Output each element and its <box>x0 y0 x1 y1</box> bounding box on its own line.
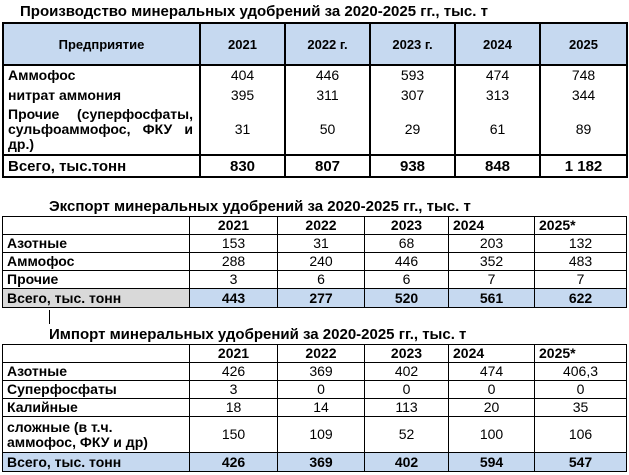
row-label: Азотные <box>3 235 190 253</box>
cell: 406,3 <box>535 363 627 381</box>
import-title: Импорт минеральных удобрений за 2020-2025 гг., тыс. т <box>49 326 467 343</box>
export-title: Экспорт минеральных удобрений за 2020-2025 гг., тыс. т <box>49 198 471 215</box>
cell: 748 <box>540 65 627 85</box>
cell: 3 <box>190 381 278 399</box>
cell: 938 <box>370 155 455 177</box>
header-cell: 2023 г. <box>370 23 455 65</box>
cell: 68 <box>365 235 449 253</box>
row-label: Всего, тыс. тонн <box>3 453 190 472</box>
table-row <box>3 65 627 85</box>
cell: 52 <box>365 417 449 453</box>
header-cell: 2024 <box>449 217 535 235</box>
table-row <box>3 235 627 253</box>
cell: 288 <box>190 253 278 271</box>
cell: 369 <box>278 363 365 381</box>
cell: 402 <box>365 453 449 472</box>
cell: 446 <box>365 253 449 271</box>
cell: 31 <box>200 105 285 155</box>
table-row <box>3 363 627 381</box>
import-table <box>2 344 627 472</box>
row-label: Аммофос <box>3 65 200 85</box>
cell: 29 <box>370 105 455 155</box>
cell: 426 <box>190 453 278 472</box>
cell: 113 <box>365 399 449 417</box>
cell: 61 <box>455 105 540 155</box>
header-cell: 2021 <box>200 23 285 65</box>
cell: 35 <box>535 399 627 417</box>
table-header-row <box>3 217 627 235</box>
header-cell: 2022 г. <box>285 23 370 65</box>
row-label: Калийные <box>3 399 190 417</box>
header-cell: 2025* <box>535 345 627 363</box>
cell: 830 <box>200 155 285 177</box>
cell: 31 <box>278 235 365 253</box>
table-row <box>3 417 627 453</box>
header-cell: 2022 <box>278 345 365 363</box>
cell: 474 <box>455 65 540 85</box>
cell: 307 <box>370 85 455 105</box>
table-row <box>3 381 627 399</box>
cell: 622 <box>535 289 627 308</box>
cell: 426 <box>190 363 278 381</box>
cell: 7 <box>535 271 627 289</box>
header-cell: 2021 <box>190 217 278 235</box>
cell: 848 <box>455 155 540 177</box>
cell: 483 <box>535 253 627 271</box>
header-cell: Предприятие <box>3 23 200 65</box>
cell: 100 <box>449 417 535 453</box>
production-title: Производство минеральных удобрений за 2020-2025 гг., тыс. т <box>20 3 488 20</box>
cell: 106 <box>535 417 627 453</box>
cell: 7 <box>449 271 535 289</box>
row-label: Прочие <box>3 271 190 289</box>
cell: 0 <box>535 381 627 399</box>
cell: 313 <box>455 85 540 105</box>
cell: 594 <box>449 453 535 472</box>
cell: 14 <box>278 399 365 417</box>
cell: 6 <box>365 271 449 289</box>
row-label: Всего, тыс. тонн <box>3 289 190 308</box>
header-cell <box>3 345 190 363</box>
table-header-row <box>3 23 627 65</box>
cell: 443 <box>190 289 278 308</box>
cell: 109 <box>278 417 365 453</box>
cell: 352 <box>449 253 535 271</box>
cell: 0 <box>365 381 449 399</box>
cell: 593 <box>370 65 455 85</box>
cell: 311 <box>285 85 370 105</box>
cell: 561 <box>449 289 535 308</box>
header-cell: 2024 <box>449 345 535 363</box>
header-cell: 2023 <box>365 217 449 235</box>
text-cursor <box>49 310 50 324</box>
header-cell: 2025* <box>535 217 627 235</box>
cell: 0 <box>278 381 365 399</box>
row-label: Прочие (суперфосфаты, сульфоаммофос, ФКУ и др.) <box>3 105 200 155</box>
cell: 240 <box>278 253 365 271</box>
table-row <box>3 85 627 105</box>
production-table <box>2 22 628 178</box>
cell: 446 <box>285 65 370 85</box>
header-cell: 2023 <box>365 345 449 363</box>
cell: 520 <box>365 289 449 308</box>
row-label: нитрат аммония <box>3 85 200 105</box>
cell: 6 <box>278 271 365 289</box>
cell: 369 <box>278 453 365 472</box>
cell: 395 <box>200 85 285 105</box>
row-label: Всего, тыс.тонн <box>3 155 200 177</box>
row-label: сложные (в т.ч. аммофос, ФКУ и др) <box>3 417 190 453</box>
header-cell: 2021 <box>190 345 278 363</box>
cell: 0 <box>449 381 535 399</box>
cell: 50 <box>285 105 370 155</box>
export-table <box>2 216 627 308</box>
total-row <box>3 155 627 177</box>
cell: 89 <box>540 105 627 155</box>
total-row <box>3 289 627 308</box>
cell: 132 <box>535 235 627 253</box>
table-row <box>3 399 627 417</box>
cell: 344 <box>540 85 627 105</box>
cell: 1 182 <box>540 155 627 177</box>
header-cell: 2022 <box>278 217 365 235</box>
row-label: Азотные <box>3 363 190 381</box>
cell: 404 <box>200 65 285 85</box>
row-label: Суперфосфаты <box>3 381 190 399</box>
header-cell: 2025 <box>540 23 627 65</box>
header-cell <box>3 217 190 235</box>
row-label: Аммофос <box>3 253 190 271</box>
cell: 153 <box>190 235 278 253</box>
header-cell: 2024 <box>455 23 540 65</box>
table-row <box>3 253 627 271</box>
total-row <box>3 453 627 472</box>
cell: 203 <box>449 235 535 253</box>
cell: 3 <box>190 271 278 289</box>
cell: 20 <box>449 399 535 417</box>
cell: 18 <box>190 399 278 417</box>
table-row <box>3 271 627 289</box>
cell: 277 <box>278 289 365 308</box>
table-header-row <box>3 345 627 363</box>
table-row <box>3 105 627 155</box>
cell: 547 <box>535 453 627 472</box>
cell: 402 <box>365 363 449 381</box>
cell: 807 <box>285 155 370 177</box>
cell: 150 <box>190 417 278 453</box>
cell: 474 <box>449 363 535 381</box>
